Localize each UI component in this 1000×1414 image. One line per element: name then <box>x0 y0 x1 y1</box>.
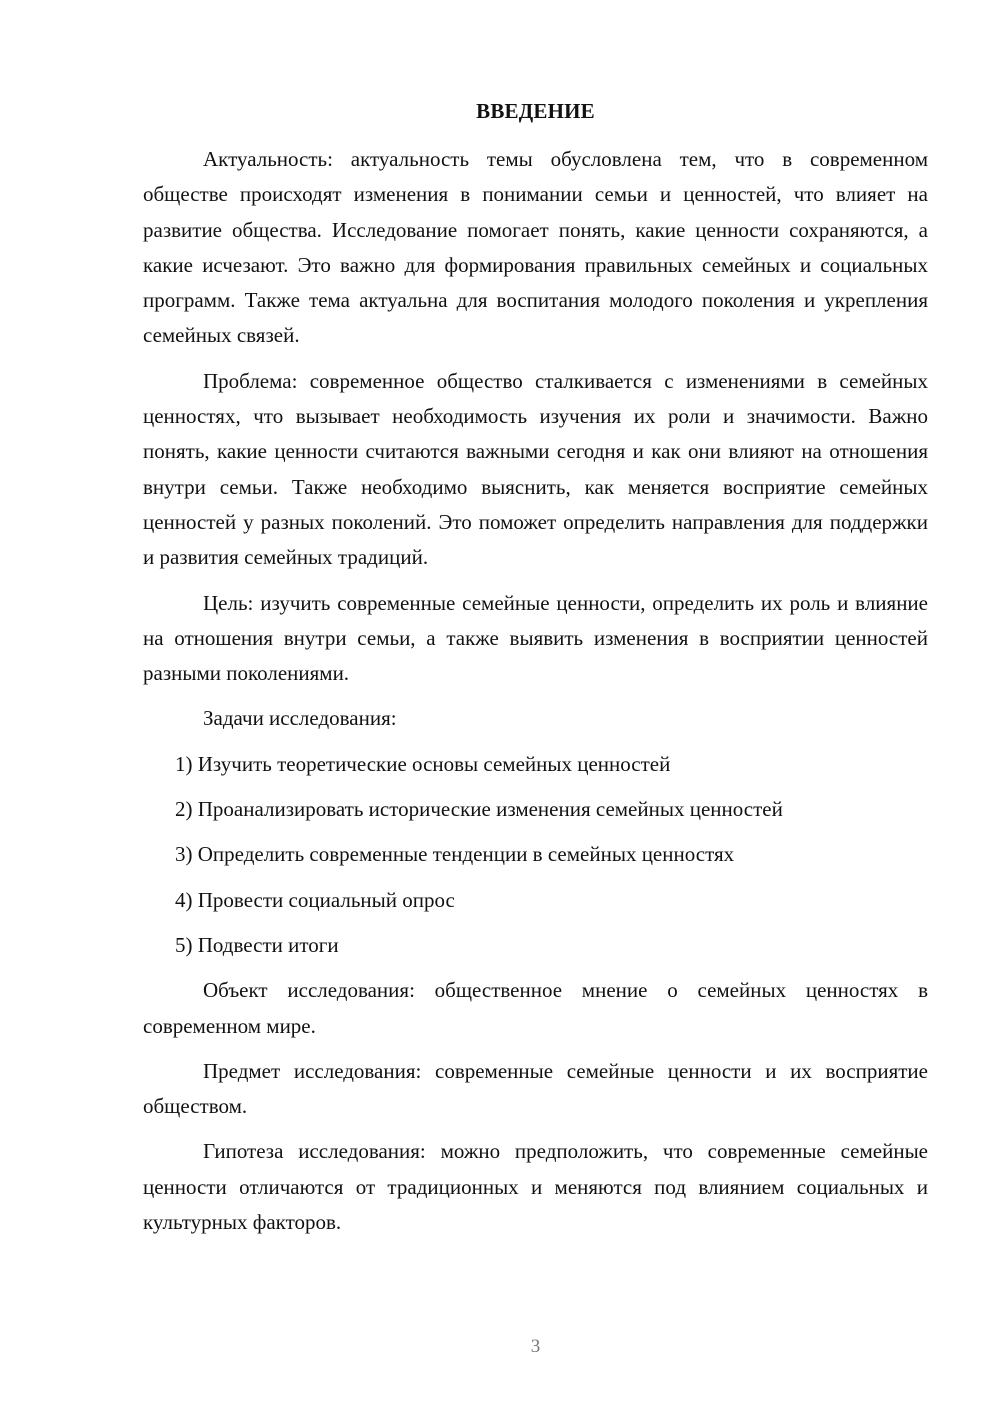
task-item: 5) Подвести итоги <box>175 932 339 957</box>
object-paragraph: Объект исследования: общественное мнение о семейных ценностях в современном мире. <box>143 978 928 1038</box>
task-item: 4) Провести социальный опрос <box>175 887 455 912</box>
section-title: ВВЕДЕНИЕ <box>476 99 595 123</box>
hypothesis-paragraph: Гипотеза исследования: можно предположить, что современные семейные ценности отличаются от традиционных и меняются под влиянием социальных и культурных факторов. <box>143 1139 928 1235</box>
task-item: 1) Изучить теоретические основы семейных ценностей <box>175 751 671 776</box>
problem-paragraph: Проблема: современное общество сталкивается с изменениями в семейных ценностях, что вызывает необходимость изучения их роли и значимости. Важно понять, какие ценности считаются важными сегодня и как они влияют на отношения внутри семьи. Также необходимо выяснить, как меняется восприятие семейных ценностей у разных поколений. Это поможет определить направления для поддержки и развития семейных традиций. <box>143 368 928 570</box>
relevance-paragraph: Актуальность: актуальность темы обусловлена тем, что в современном обществе происходят изменения в понимании семьи и ценностей, что влияет на развитие общества. Исследование помогает понять, какие ценности сохраняются, а какие исчезают. Это важно для формирования правильных семейных и социальных программ. Также тема актуальна для воспитания молодого поколения и укрепления семейных связей. <box>143 147 928 348</box>
goal-paragraph: Цель: изучить современные семейные ценности, определить их роль и влияние на отношения внутри семьи, а также выявить изменения в восприятии ценностей разными поколениями. <box>143 590 928 686</box>
tasks-heading: Задачи исследования: <box>203 706 397 731</box>
document-body <box>143 142 928 1250</box>
document-page <box>143 0 928 1414</box>
task-item: 2) Проанализировать исторические изменения семейных ценностей <box>175 797 783 822</box>
subject-paragraph: Предмет исследования: современные семейные ценности и их восприятие обществом. <box>143 1058 928 1119</box>
page-number: 3 <box>530 1336 541 1357</box>
task-item: 3) Определить современные тенденции в семейных ценностях <box>175 842 735 867</box>
